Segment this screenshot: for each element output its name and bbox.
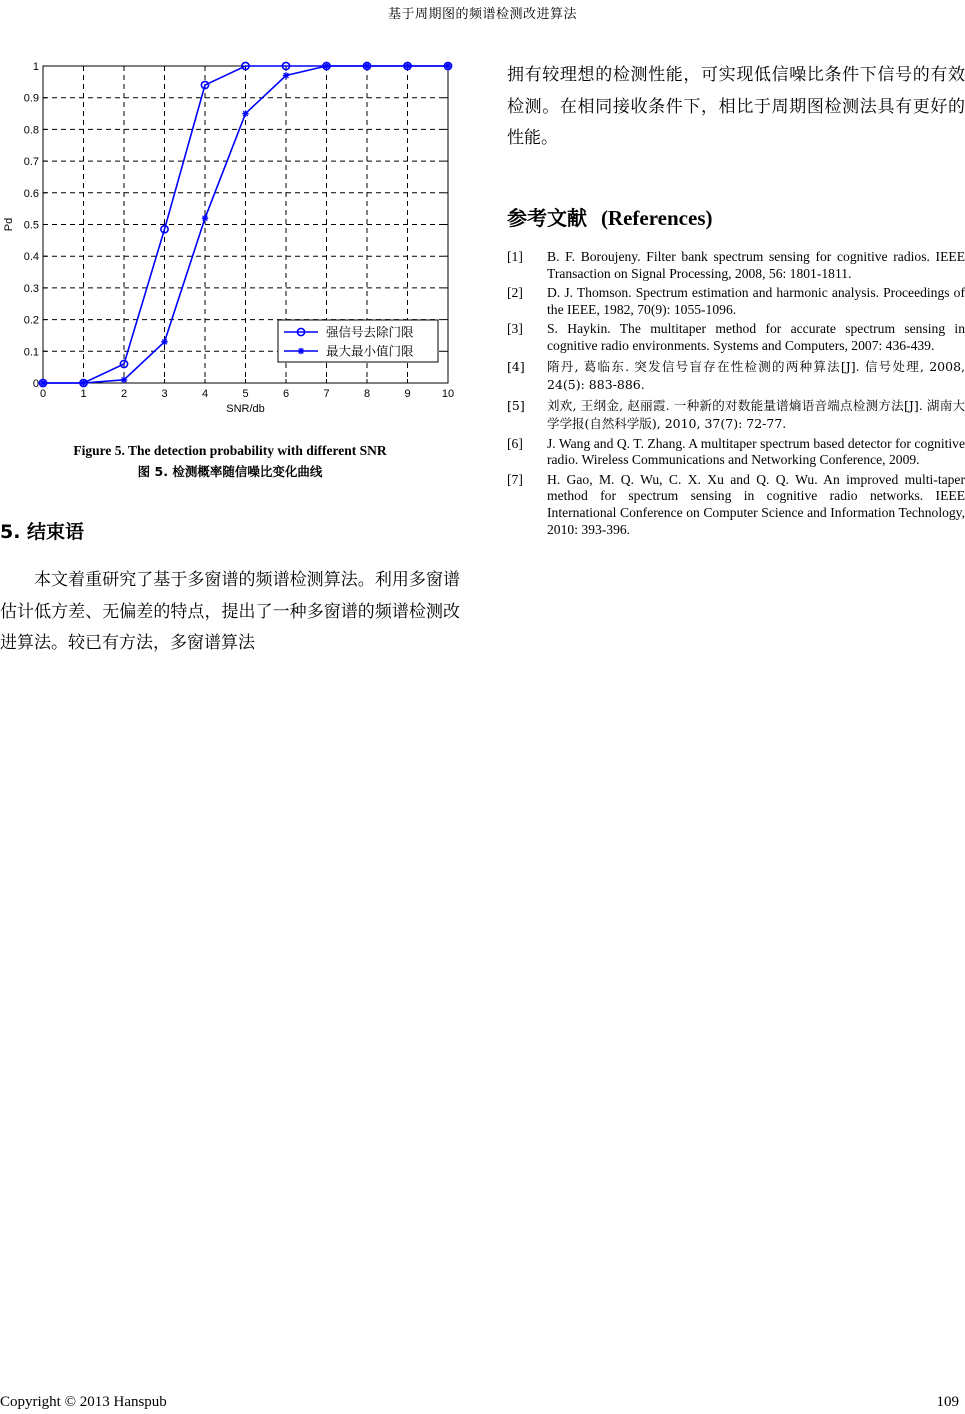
data-point-star [242, 110, 248, 116]
references-heading-zh: 参考文献 [507, 206, 587, 230]
x-tick-label: 9 [404, 388, 411, 400]
y-axis-label: Pd [3, 217, 15, 232]
reference-item [507, 472, 965, 538]
data-point-star [445, 63, 451, 69]
y-tick-label: 1 [32, 61, 39, 73]
x-tick-label: 7 [323, 388, 330, 400]
legend-entry: 最大最小值门限 [326, 343, 414, 359]
page-number: 109 [936, 1394, 959, 1410]
reference-number: [2] [507, 285, 523, 301]
x-tick-label: 1 [80, 388, 87, 400]
reference-number: [3] [507, 321, 523, 337]
y-tick-label: 0.5 [23, 219, 39, 232]
reference-list [507, 249, 965, 541]
x-tick-label: 0 [39, 388, 47, 400]
y-tick-label: 0.3 [23, 282, 39, 295]
references-heading-en: (References) [600, 206, 713, 230]
reference-text: J. Wang and Q. T. Zhang. A multitaper spectrum based detector for cognitive radio. Wireless Communications and Networking Conference, 2009. [547, 435, 965, 468]
reference-number: [4] [507, 358, 525, 374]
data-point-star [80, 380, 86, 386]
x-tick-label: 5 [242, 388, 249, 400]
y-tick-label: 0.8 [23, 124, 39, 137]
reference-text: B. F. Boroujeny. Filter bank spectrum sensing for cognitive radios. IEEE Transaction on Signal Processing, 2008, 56: 1801-1811. [547, 249, 965, 281]
data-point-star [283, 72, 289, 78]
data-point-star [202, 215, 208, 221]
x-tick-label: 6 [282, 388, 290, 400]
x-tick-label: 3 [161, 388, 168, 400]
section-heading: 5. 结束语 [0, 521, 85, 543]
figure-caption-zh: 图 5. 检测概率随信噪比变化曲线 [137, 464, 323, 479]
data-point-star [40, 380, 46, 386]
y-tick-label: 0.9 [23, 92, 39, 105]
y-tick-label: 0.2 [23, 314, 39, 327]
y-tick-label: 0 [32, 378, 39, 390]
y-tick-label: 0.7 [23, 156, 39, 169]
detection-probability-chart [0, 50, 470, 420]
y-tick-label: 0.4 [23, 251, 39, 264]
reference-item [507, 249, 965, 282]
reference-text: S. Haykin. The multitaper method for accurate spectrum sensing in cognitive radio environments. Systems and Computers, 2007: 436-439. [547, 321, 965, 353]
reference-number: [7] [507, 471, 523, 487]
reference-item [507, 285, 965, 318]
running-title: 基于周期图的频谱检测改进算法 [387, 7, 577, 22]
reference-text: H. Gao, M. Q. Wu, C. X. Xu and Q. Q. Wu. An improved multi-taper method for spectrum sensing in cognitive radio networks. IEEE International Conference on Computer Science and Information Technology, 2010: 393-396. [547, 471, 965, 537]
conclusion-paragraph-right: 拥有较理想的检测性能，可实现低信噪比条件下信号的有效检测。在相同接收条件下，相比于周期图检测法具有更好的性能。 [507, 65, 965, 148]
reference-number: [6] [507, 435, 523, 451]
y-tick-label: 0.6 [23, 187, 39, 200]
reference-number: [5] [507, 397, 525, 413]
x-tick-label: 10 [441, 388, 455, 400]
legend-entry: 强信号去除门限 [326, 324, 414, 340]
data-point-star [364, 63, 370, 69]
reference-number: [1] [507, 249, 523, 264]
x-tick-label: 2 [120, 388, 128, 400]
chart-legend [278, 320, 438, 362]
figure-caption-en: Figure 5. The detection probability with different SNR [73, 443, 387, 458]
reference-text: 隋丹, 葛临东. 突发信号盲存在性检测的两种算法[J]. 信号处理, 2008, 24(5): 883-886. [547, 358, 965, 392]
reference-item [507, 397, 965, 433]
references-heading [507, 202, 712, 231]
data-point-star [298, 348, 304, 354]
data-point-star [161, 339, 167, 345]
data-point-star [404, 63, 410, 69]
y-tick-label: 0.1 [23, 346, 39, 359]
data-point-star [323, 63, 329, 69]
reference-text: 刘欢, 王纲金, 赵丽霞. 一种新的对数能量谱熵语音端点检测方法[J]. 湖南大学学报(自然科学版), 2010, 37(7): 72-77. [547, 397, 965, 431]
x-axis-label: SNR/db [226, 403, 265, 415]
reference-item [507, 436, 965, 469]
x-tick-label: 4 [201, 388, 209, 400]
reference-item [507, 321, 965, 354]
reference-text: D. J. Thomson. Spectrum estimation and harmonic analysis. Proceedings of the IEEE, 1982, 70(9): 1055-1096. [547, 285, 965, 317]
reference-item [507, 358, 965, 394]
conclusion-paragraph-left: 本文着重研究了基于多窗谱的频谱检测算法。利用多窗谱估计低方差、无偏差的特点，提出了一种多窗谱的频谱检测改进算法。较已有方法，多窗谱算法 [0, 570, 460, 653]
data-point-star [121, 377, 127, 383]
x-tick-label: 8 [363, 388, 371, 400]
copyright-notice: Copyright © 2013 Hanspub [0, 1394, 167, 1410]
